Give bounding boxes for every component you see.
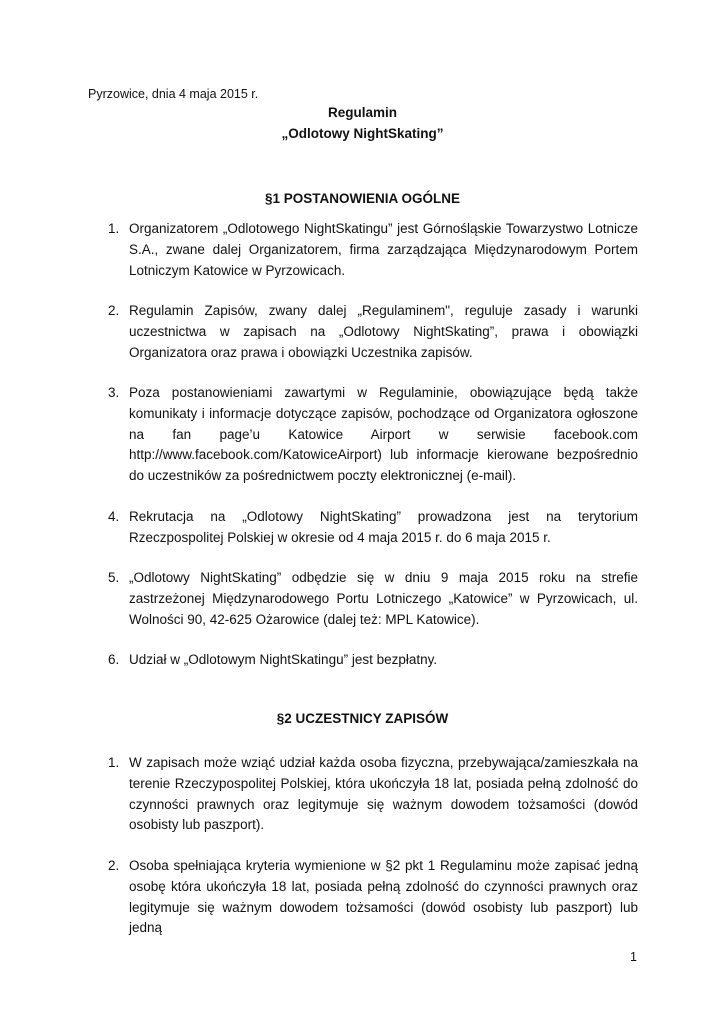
list-item-text: „Odlotowy NightSkating” odbędzie się w dniu 9 maja 2015 roku na strefie zastrzeżonej Międzynarodowego Portu Lotniczego „Katowice” w Pyrzowicach, ul. Wolności 90, 42-625 Ożarowice (dalej też: MPL Katowice). xyxy=(129,570,638,627)
list-item-text: Organizatorem „Odlotowego NightSkatingu” jest Górnośląskie Towarzystwo Lotnicze S.A., zwane dalej Organizatorem, firma zarządzająca Międzynarodowym Portem Lotniczym Katowice w Pyrzowicach. xyxy=(129,221,638,278)
list-item-number: 5. xyxy=(108,570,120,585)
list-item xyxy=(108,301,638,363)
document-date: Pyrzowice, dnia 4 maja 2015 r. xyxy=(88,87,259,101)
list-item-number: 1. xyxy=(108,221,120,236)
list-item xyxy=(108,753,638,836)
list-item xyxy=(108,383,638,487)
list-item-text: W zapisach może wziąć udział każda osoba fizyczna, przebywająca/zamieszkała na terenie Rzeczypospolitej Polskiej, która ukończyła 18 lat, posiada pełną zdolność do czynności prawnych oraz legitymuje się ważnym dowodem tożsamości (dowód osobisty lub paszport). xyxy=(129,755,638,833)
list-item-number: 6. xyxy=(108,652,120,667)
list-item-text: Osoba spełniająca kryteria wymienione w §2 pkt 1 Regulaminu może zapisać jedną osobę która ukończyła 18 lat, posiada pełną zdolność do czynności prawnych oraz legitymuje się ważnym dowodem tożsamości (dowód osobisty lub paszport) lub jedną xyxy=(129,858,638,936)
list-item-number: 2. xyxy=(108,303,120,318)
document-title: Regulamin xyxy=(327,105,397,120)
list-item-number: 1. xyxy=(108,755,120,770)
list-item-text: Regulamin Zapisów, zwany dalej „Regulaminem", reguluje zasady i warunki uczestnictwa w zapisach na „Odlotowy NightSkating”, prawa i obowiązki Organizatora oraz prawa i obowiązki Uczestnika zapisów. xyxy=(129,303,638,360)
list-item xyxy=(108,219,638,281)
page-number: 1 xyxy=(630,950,637,964)
list-item xyxy=(108,856,638,939)
list-item xyxy=(108,650,638,671)
section-heading: §2 UCZESTNICY ZAPISÓW xyxy=(276,711,449,726)
document-subtitle: „Odlotowy NightSkating” xyxy=(281,126,444,141)
list-item-text: Rekrutacja na „Odlotowy NightSkating” prowadzona jest na terytorium Rzeczpospolitej Polskiej w okresie od 4 maja 2015 r. do 6 maja 2015 r. xyxy=(129,509,638,545)
section-heading: §1 POSTANOWIENIA OGÓLNE xyxy=(264,191,461,206)
list-item-text: Udział w „Odlotowym NightSkatingu” jest bezpłatny. xyxy=(129,652,438,667)
list-item-number: 4. xyxy=(108,509,120,524)
list-item-number: 3. xyxy=(108,385,120,400)
list-item-number: 2. xyxy=(108,858,120,873)
list-item xyxy=(108,568,638,630)
list-item-text: Poza postanowieniami zawartymi w Regulaminie, obowiązujące będą także komunikaty i informacje dotyczące zapisów, pochodzące od Organizatora ogłoszone na fan page’u Katowice Airport w serwisie facebook.com http://www.facebook.com/KatowiceAirport) lub informacje kierowane bezpośrednio do uczestników za pośrednictwem poczty elektronicznej (e-mail). xyxy=(129,385,638,484)
list-item xyxy=(108,507,638,549)
